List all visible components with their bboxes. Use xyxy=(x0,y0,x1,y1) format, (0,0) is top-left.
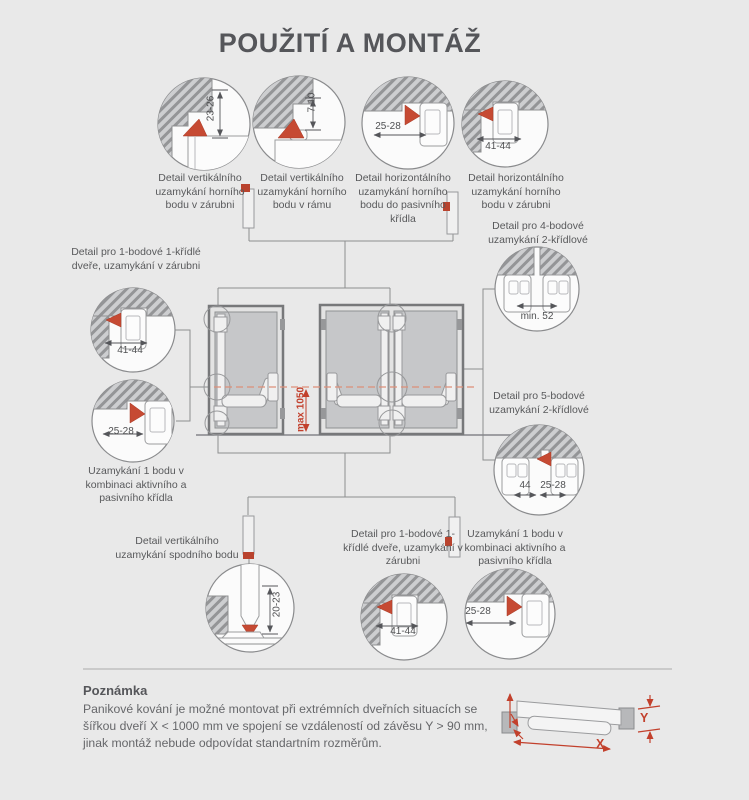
dim-44: 44 xyxy=(519,480,531,491)
caption-bottom-left: Detail vertikálního uzamykání spodního bodu xyxy=(115,535,239,561)
double-door-diagram xyxy=(320,304,463,436)
page-title: POUŽITÍ A MONTÁŽ xyxy=(218,28,482,58)
dim-41-44-top: 41-44 xyxy=(485,141,511,152)
note-body: Panikové kování je možné montovat při extrémních dveřních situacích se šířkou dveří X < 1000 mm ve spojení se vzdáleností od závěsu Y > 90 mm, jinak montáž nebude odpovídat standartním rozměrům. xyxy=(83,702,488,750)
caption-bottom-mid: Detail pro 1-bodové 1-křídlé dveře, uzamykání v zárubni xyxy=(343,528,463,567)
dim-x-label: X xyxy=(596,737,605,751)
single-door-diagram xyxy=(204,306,285,435)
door-topview-diagram xyxy=(502,694,660,749)
detail-circle-bottom-frame xyxy=(354,567,454,660)
caption-top-1: Detail vertikálního uzamykání horního bodu v zárubni xyxy=(155,172,245,211)
panic-bar-right-leaf xyxy=(402,395,446,407)
max-height-label: max 1050 xyxy=(295,386,307,433)
panic-bar xyxy=(222,395,266,407)
caption-top-4: Detail horizontálního uzamykání horního bodu v zárubni xyxy=(468,172,564,211)
label-left-top: Detail pro 1-bodové 1-křídlé dveře, uzamykání v zárubni xyxy=(71,246,201,272)
detail-circle-vertical-top-frame xyxy=(154,74,254,174)
detail-circle-left-top xyxy=(83,280,183,372)
dim-min-52: min. 52 xyxy=(520,311,554,322)
caption-top-3: Detail horizontálního uzamykání horního bodu do pasivního křídla xyxy=(355,172,451,225)
dim-25-28-5point: 25-28 xyxy=(540,480,566,491)
dim-41-44-left: 41-44 xyxy=(117,345,143,356)
label-left-bottom: Uzamykání 1 bodu v kombinaci aktivního a pasivního křídla xyxy=(85,465,187,504)
dim-25-28-left: 25-28 xyxy=(108,426,134,437)
label-4point: Detail pro 4-bodové uzamykání 2-křídlové xyxy=(488,220,588,246)
detail-circle-horizontal-frame xyxy=(455,74,555,167)
caption-bottom-right: Uzamykání 1 bodu v kombinaci aktivního a pasivního křídla xyxy=(464,528,566,567)
rod-end-bottom-1 xyxy=(243,516,254,559)
dim-7-10: 7-10 xyxy=(306,92,318,113)
note-heading: Poznámka xyxy=(83,683,148,698)
label-5point: Detail pro 5-bodové uzamykání 2-křídlové xyxy=(489,390,589,416)
detail-circle-vertical-top-ram xyxy=(249,72,349,172)
dim-20-23: 20-23 xyxy=(271,591,283,618)
detail-circle-left-bottom xyxy=(83,371,183,462)
panic-bar-left-leaf xyxy=(337,395,381,407)
dim-25-28-bottom: 25-28 xyxy=(465,606,491,617)
dim-41-44-bottom: 41-44 xyxy=(390,626,416,637)
dim-y-label: Y xyxy=(640,711,649,725)
caption-top-2: Detail vertikálního uzamykání horního bodu v rámu xyxy=(257,172,347,211)
dim-23-26: 23-26 xyxy=(205,95,217,122)
detail-circle-5point xyxy=(491,422,587,515)
dim-25-28-top: 25-28 xyxy=(375,121,401,132)
